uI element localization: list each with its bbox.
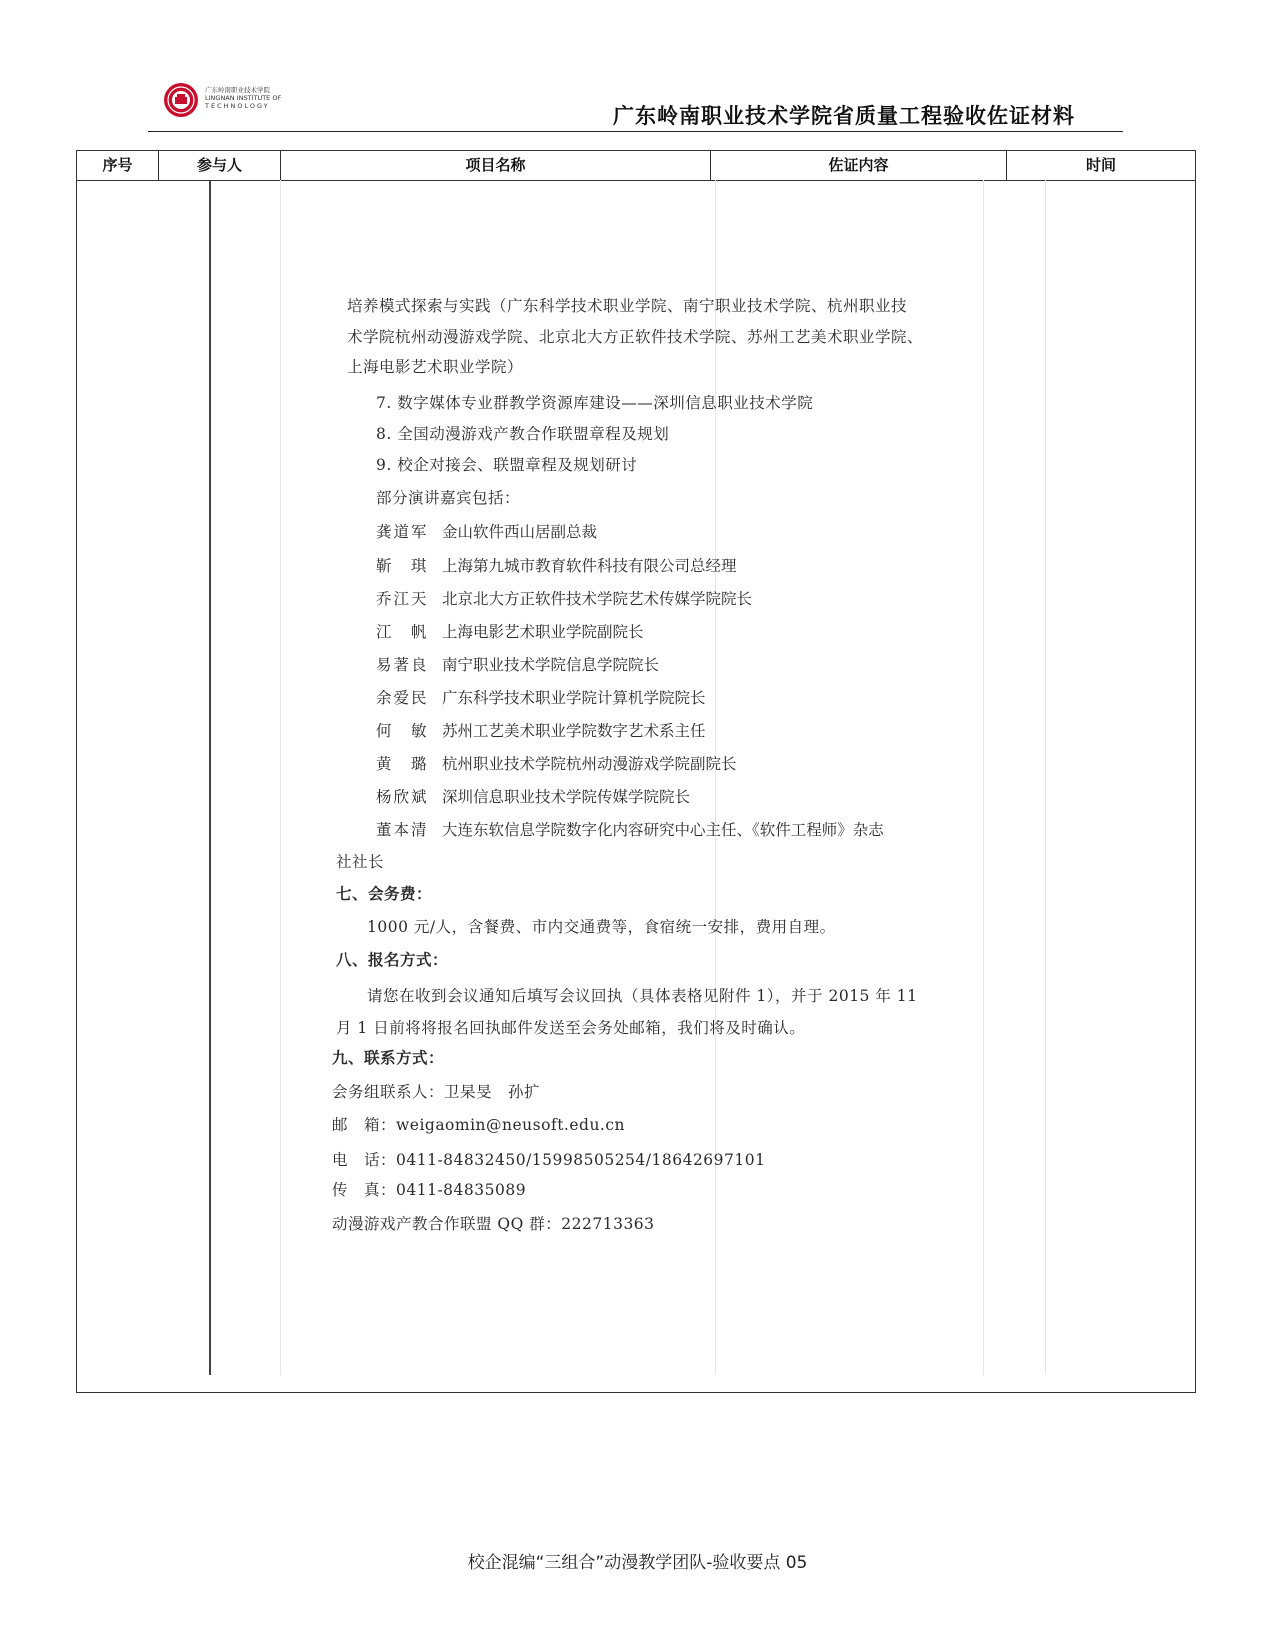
contact-heading: 九、联系方式：	[332, 1049, 445, 1067]
paragraph-line: 培养模式探索与实践（广东科学技术职业学院、南宁职业技术学院、杭州职业技	[347, 297, 908, 315]
speaker-name: 易著良	[376, 656, 429, 674]
speaker-name: 江 帆	[376, 623, 429, 641]
speaker-row	[376, 587, 752, 609]
speakers-tail: 社社长	[336, 853, 385, 871]
speaker-title: 金山软件西山居副总裁	[442, 523, 598, 541]
scan-left-edge	[209, 180, 211, 1375]
speaker-title: 上海电影艺术职业学院副院长	[442, 623, 644, 641]
speaker-row	[376, 719, 706, 741]
speaker-name: 董本清	[376, 821, 429, 839]
speaker-row	[376, 554, 737, 576]
speaker-title: 北京北大方正软件技术学院艺术传媒学院院长	[442, 590, 753, 608]
header-participant: 参与人	[159, 151, 281, 180]
speaker-title: 苏州工艺美术职业学院数字艺术系主任	[442, 722, 706, 740]
agenda-item: 9. 校企对接会、联盟章程及规划研讨	[376, 456, 638, 474]
speaker-name: 靳 琪	[376, 557, 429, 575]
seal-icon	[163, 82, 199, 118]
speaker-row	[376, 785, 690, 807]
logo-text-cn: 广东岭南职业技术学院	[205, 86, 270, 94]
speaker-name: 乔江天	[376, 590, 429, 608]
speaker-row	[376, 653, 659, 675]
speaker-title: 广东科学技术职业学院计算机学院院长	[442, 689, 706, 707]
speaker-row	[376, 752, 737, 774]
contact-fax: 传 真：0411-84835089	[332, 1181, 527, 1199]
register-text: 请您在收到会议通知后填写会议回执（具体表格见附件 1），并于 2015 年 11	[367, 987, 918, 1005]
header-evidence: 佐证内容	[711, 151, 1007, 180]
contact-email: 邮 箱：weigaomin@neusoft.edu.cn	[332, 1116, 626, 1134]
scan-fold-line	[280, 180, 281, 1375]
fee-heading: 七、会务费：	[336, 885, 433, 903]
scan-fold-line	[715, 180, 716, 1375]
header-divider	[148, 131, 1123, 132]
register-heading: 八、报名方式：	[336, 951, 449, 969]
speaker-row	[376, 520, 597, 542]
speaker-row	[376, 686, 706, 708]
page-header-title: 广东岭南职业技术学院省质量工程验收佐证材料	[613, 104, 1075, 128]
speaker-name: 杨欣斌	[376, 788, 429, 806]
register-text: 月 1 日前将将报名回执邮件发送至会务处邮箱，我们将及时确认。	[336, 1019, 806, 1037]
scan-fold-line	[1045, 180, 1046, 1375]
page-footer: 校企混编“三组合”动漫教学团队-验收要点 05	[467, 1553, 808, 1573]
agenda-item: 7. 数字媒体专业群教学资源库建设——深圳信息职业技术学院	[376, 394, 814, 412]
contact-phone: 电 话：0411-84832450/15998505254/18642697101	[332, 1151, 766, 1169]
speaker-name: 黄 璐	[376, 755, 429, 773]
contact-qq: 动漫游戏产教合作联盟 QQ 群：222713363	[332, 1215, 655, 1233]
speaker-name: 余爱民	[376, 689, 429, 707]
speaker-title: 南宁职业技术学院信息学院院长	[442, 656, 660, 674]
header-index: 序号	[77, 151, 159, 180]
speaker-title: 深圳信息职业技术学院传媒学院院长	[442, 788, 691, 806]
table-header-row	[77, 151, 1195, 181]
paragraph-line: 上海电影艺术职业学院）	[347, 358, 524, 376]
speaker-row	[376, 818, 884, 840]
fee-text: 1000 元/人，含餐费、市内交通费等，食宿统一安排，费用自理。	[367, 918, 836, 936]
scan-fold-line	[983, 180, 984, 1375]
contact-person: 会务组联系人：卫杲旻 孙扩	[332, 1083, 541, 1101]
agenda-item: 8. 全国动漫游戏产教合作联盟章程及规划	[376, 425, 670, 443]
speaker-name: 何 敏	[376, 722, 429, 740]
speaker-name: 龚道军	[376, 523, 429, 541]
speaker-title: 杭州职业技术学院杭州动漫游戏学院副院长	[442, 755, 737, 773]
paragraph-line: 术学院杭州动漫游戏学院、北京北大方正软件技术学院、苏州工艺美术职业学院、	[347, 328, 924, 346]
header-time: 时间	[1085, 156, 1116, 174]
logo-text-en2: TECHNOLOGY	[205, 102, 270, 110]
speakers-intro: 部分演讲嘉宾包括：	[376, 489, 521, 507]
header-project-name: 项目名称	[281, 151, 711, 180]
speaker-title: 大连东软信息学院数字化内容研究中心主任、《软件工程师》杂志	[442, 821, 884, 839]
speaker-row	[376, 620, 644, 642]
speaker-title: 上海第九城市教育软件科技有限公司总经理	[442, 557, 737, 575]
logo-text-en: LINGNAN INSTITUTE OF	[205, 94, 282, 102]
institution-logo	[163, 82, 323, 122]
